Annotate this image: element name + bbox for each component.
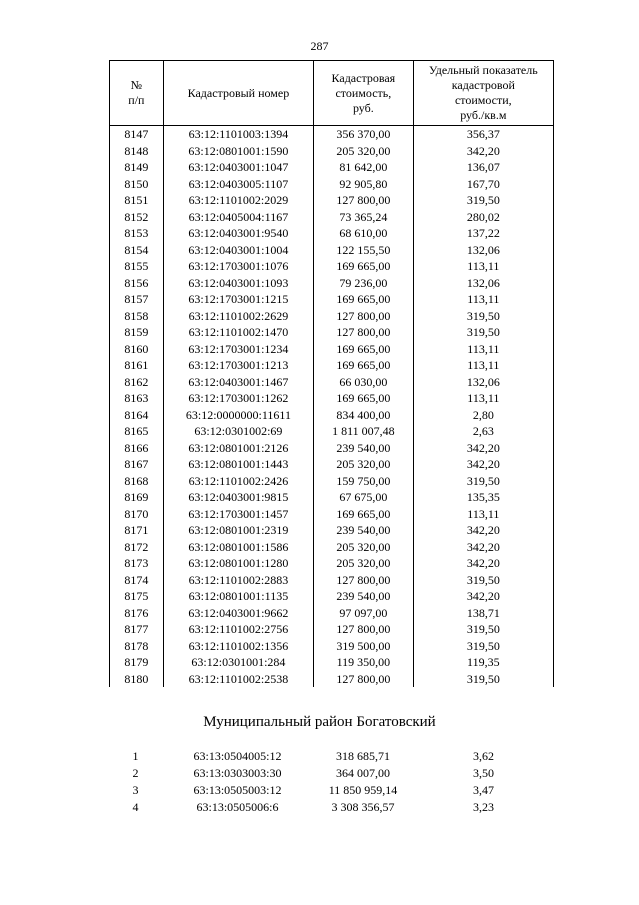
table-row xyxy=(110,225,553,242)
table-row xyxy=(110,489,553,506)
row-index: 8159 xyxy=(124,325,149,339)
table-row xyxy=(110,522,553,539)
cadastral-number: 63:12:0405004:1167 xyxy=(163,209,313,226)
table-row xyxy=(110,555,553,572)
cadastral-number: 63:12:1101002:2538 xyxy=(163,671,313,688)
row-index: 3 xyxy=(132,783,139,797)
specific-value: 136,07 xyxy=(413,159,553,176)
cadastral-value: 834 400,00 xyxy=(313,407,413,424)
cadastral-value: 364 007,00 xyxy=(336,766,390,780)
cadastral-number: 63:12:1101002:2029 xyxy=(163,192,313,209)
cadastral-value: 119 350,00 xyxy=(313,654,413,671)
cadastral-value: 356 370,00 xyxy=(313,126,413,143)
specific-value: 113,11 xyxy=(413,291,553,308)
specific-value: 342,20 xyxy=(413,555,553,572)
table-row xyxy=(110,390,553,407)
table-row xyxy=(110,605,553,622)
cadastral-number: 63:12:0801001:1586 xyxy=(163,539,313,556)
row-index: 8167 xyxy=(124,457,149,471)
table-body xyxy=(109,126,554,687)
specific-value: 319,50 xyxy=(413,308,553,325)
cadastral-value: 79 236,00 xyxy=(313,275,413,292)
header-specific-value: Удельный показатель кадастровой стоимости, руб./кв.м xyxy=(413,61,553,125)
table-row xyxy=(110,308,553,325)
specific-value: 132,06 xyxy=(413,374,553,391)
cadastral-value: 68 610,00 xyxy=(313,225,413,242)
cadastral-number: 63:12:0403001:1004 xyxy=(163,242,313,259)
table-row xyxy=(110,242,553,259)
row-index: 8153 xyxy=(124,226,149,240)
cadastral-value: 319 500,00 xyxy=(313,638,413,655)
cadastral-value: 159 750,00 xyxy=(313,473,413,490)
specific-value: 132,06 xyxy=(413,242,553,259)
specific-value: 3,50 xyxy=(473,766,494,780)
table-row xyxy=(110,209,553,226)
row-index: 8151 xyxy=(124,193,149,207)
cadastral-value: 127 800,00 xyxy=(313,572,413,589)
row-index: 8152 xyxy=(124,209,149,224)
specific-value: 135,35 xyxy=(413,489,553,506)
table-row xyxy=(110,456,553,473)
cadastral-table xyxy=(109,60,554,687)
table-row xyxy=(110,291,553,308)
cadastral-number: 63:12:1703001:1262 xyxy=(163,390,313,407)
cadastral-value: 127 800,00 xyxy=(313,671,413,688)
specific-value: 138,71 xyxy=(413,605,553,622)
specific-value: 3,47 xyxy=(473,783,494,797)
cadastral-value: 127 800,00 xyxy=(313,621,413,638)
cadastral-number: 63:12:1703001:1213 xyxy=(163,357,313,374)
table-row xyxy=(110,258,553,275)
cadastral-number: 63:13:0505003:12 xyxy=(193,783,282,797)
cadastral-number: 63:12:1101002:2426 xyxy=(163,473,313,490)
cadastral-value: 169 665,00 xyxy=(313,258,413,275)
row-index: 8156 xyxy=(124,275,149,290)
table-row xyxy=(110,374,553,391)
specific-value: 167,70 xyxy=(413,176,553,193)
cadastral-value: 11 850 959,14 xyxy=(328,783,398,797)
cadastral-value: 127 800,00 xyxy=(313,192,413,209)
cadastral-number: 63:12:0801001:1135 xyxy=(163,588,313,605)
cadastral-number: 63:13:0504005:12 xyxy=(193,749,282,763)
section-table xyxy=(109,748,554,816)
specific-value: 319,50 xyxy=(413,621,553,638)
specific-value: 342,20 xyxy=(413,440,553,457)
table-row xyxy=(110,572,553,589)
cadastral-value: 127 800,00 xyxy=(313,308,413,325)
cadastral-number: 63:12:1703001:1234 xyxy=(163,341,313,358)
specific-value: 342,20 xyxy=(413,143,553,160)
row-index: 8149 xyxy=(124,160,149,174)
cadastral-number: 63:12:0301002:69 xyxy=(163,423,313,440)
cadastral-value: 318 685,71 xyxy=(336,749,390,763)
cadastral-number: 63:13:0505006:6 xyxy=(196,800,279,814)
cadastral-number: 63:12:1101003:1394 xyxy=(163,126,313,143)
row-index: 8180 xyxy=(124,671,149,686)
row-index: 8147 xyxy=(124,127,149,141)
row-index: 2 xyxy=(132,766,139,780)
table-row xyxy=(110,407,553,424)
table-row xyxy=(110,588,553,605)
table-row xyxy=(110,357,553,374)
specific-value: 2,80 xyxy=(413,407,553,424)
cadastral-number: 63:12:0801001:1443 xyxy=(163,456,313,473)
table-row xyxy=(110,638,553,655)
row-index: 8174 xyxy=(124,572,149,587)
section-title: Муниципальный район Богатовский xyxy=(203,714,436,730)
cadastral-value: 122 155,50 xyxy=(313,242,413,259)
cadastral-number: 63:12:1101002:2629 xyxy=(163,308,313,325)
row-index: 8173 xyxy=(124,556,149,570)
table-row xyxy=(110,440,553,457)
cadastral-value: 169 665,00 xyxy=(313,357,413,374)
cadastral-number: 63:12:1703001:1076 xyxy=(163,258,313,275)
cadastral-value: 205 320,00 xyxy=(313,143,413,160)
table-row xyxy=(110,506,553,523)
cadastral-value: 73 365,24 xyxy=(313,209,413,226)
row-index: 4 xyxy=(132,800,139,814)
row-index: 8166 xyxy=(124,440,149,455)
row-index: 8155 xyxy=(124,259,149,273)
cadastral-number: 63:12:1101002:2883 xyxy=(163,572,313,589)
cadastral-number: 63:12:0403001:9662 xyxy=(163,605,313,622)
specific-value: 342,20 xyxy=(413,539,553,556)
cadastral-value: 1 811 007,48 xyxy=(313,423,413,440)
specific-value: 3,23 xyxy=(473,800,494,814)
cadastral-value: 169 665,00 xyxy=(313,291,413,308)
specific-value: 113,11 xyxy=(413,357,553,374)
table-row xyxy=(109,748,554,765)
header-cadastral-value: Кадастровая стоимость, руб. xyxy=(313,61,413,125)
cadastral-number: 63:12:0403001:1467 xyxy=(163,374,313,391)
row-index: 8160 xyxy=(124,341,149,356)
table-row xyxy=(110,341,553,358)
cadastral-number: 63:12:1703001:1457 xyxy=(163,506,313,523)
cadastral-number: 63:12:0801001:1280 xyxy=(163,555,313,572)
row-index: 8179 xyxy=(124,655,149,669)
cadastral-number: 63:12:0301001:284 xyxy=(163,654,313,671)
table-row xyxy=(110,473,553,490)
row-index: 8178 xyxy=(124,638,149,653)
cadastral-value: 81 642,00 xyxy=(313,159,413,176)
specific-value: 132,06 xyxy=(413,275,553,292)
table-row xyxy=(109,765,554,782)
table-row xyxy=(110,192,553,209)
cadastral-number: 63:12:1703001:1215 xyxy=(163,291,313,308)
row-index: 8163 xyxy=(124,391,149,405)
cadastral-value: 92 905,80 xyxy=(313,176,413,193)
row-index: 8148 xyxy=(124,143,149,158)
cadastral-value: 169 665,00 xyxy=(313,341,413,358)
specific-value: 319,50 xyxy=(413,572,553,589)
table-row xyxy=(110,143,553,160)
cadastral-number: 63:12:0403001:1047 xyxy=(163,159,313,176)
table-row xyxy=(110,671,553,688)
row-index: 8157 xyxy=(124,292,149,306)
cadastral-value: 205 320,00 xyxy=(313,555,413,572)
header-index: № п/п xyxy=(128,78,145,107)
specific-value: 319,50 xyxy=(413,638,553,655)
cadastral-number: 63:12:0801001:1590 xyxy=(163,143,313,160)
specific-value: 3,62 xyxy=(473,749,494,763)
specific-value: 342,20 xyxy=(413,588,553,605)
row-index: 8165 xyxy=(124,424,149,438)
specific-value: 113,11 xyxy=(413,341,553,358)
specific-value: 119,35 xyxy=(413,654,553,671)
row-index: 8150 xyxy=(124,176,149,191)
specific-value: 113,11 xyxy=(413,390,553,407)
cadastral-value: 67 675,00 xyxy=(313,489,413,506)
table-row xyxy=(110,324,553,341)
cadastral-number: 63:12:0801001:2319 xyxy=(163,522,313,539)
row-index: 8168 xyxy=(124,473,149,488)
cadastral-number: 63:12:1101002:2756 xyxy=(163,621,313,638)
cadastral-value: 3 308 356,57 xyxy=(331,800,395,814)
specific-value: 137,22 xyxy=(413,225,553,242)
table-row xyxy=(110,539,553,556)
specific-value: 319,50 xyxy=(413,473,553,490)
row-index: 1 xyxy=(132,749,139,763)
cadastral-value: 66 030,00 xyxy=(313,374,413,391)
table-row xyxy=(110,423,553,440)
cadastral-number: 63:12:0403001:9540 xyxy=(163,225,313,242)
table-row xyxy=(110,126,553,143)
cadastral-value: 205 320,00 xyxy=(313,456,413,473)
table-row xyxy=(110,621,553,638)
cadastral-value: 97 097,00 xyxy=(313,605,413,622)
table-row xyxy=(109,782,554,799)
page-number: 287 xyxy=(310,39,329,53)
row-index: 8171 xyxy=(124,523,149,537)
cadastral-number: 63:12:0403001:1093 xyxy=(163,275,313,292)
row-index: 8158 xyxy=(124,308,149,323)
cadastral-number: 63:12:1101002:1470 xyxy=(163,324,313,341)
specific-value: 113,11 xyxy=(413,506,553,523)
specific-value: 356,37 xyxy=(413,126,553,143)
cadastral-number: 63:12:0403005:1107 xyxy=(163,176,313,193)
specific-value: 113,11 xyxy=(413,258,553,275)
header-cadastral-number: Кадастровый номер xyxy=(163,61,313,125)
table-row xyxy=(110,275,553,292)
cadastral-value: 239 540,00 xyxy=(313,522,413,539)
table-row xyxy=(109,799,554,816)
row-index: 8154 xyxy=(124,242,149,257)
cadastral-value: 239 540,00 xyxy=(313,440,413,457)
cadastral-number: 63:12:0000000:11611 xyxy=(163,407,313,424)
specific-value: 342,20 xyxy=(413,456,553,473)
cadastral-value: 169 665,00 xyxy=(313,506,413,523)
row-index: 8161 xyxy=(124,358,149,372)
row-index: 8169 xyxy=(124,490,149,504)
cadastral-value: 205 320,00 xyxy=(313,539,413,556)
row-index: 8172 xyxy=(124,539,149,554)
specific-value: 342,20 xyxy=(413,522,553,539)
specific-value: 319,50 xyxy=(413,324,553,341)
specific-value: 2,63 xyxy=(413,423,553,440)
cadastral-number: 63:12:0801001:2126 xyxy=(163,440,313,457)
row-index: 8162 xyxy=(124,374,149,389)
cadastral-number: 63:12:1101002:1356 xyxy=(163,638,313,655)
row-index: 8170 xyxy=(124,506,149,521)
table-header xyxy=(109,60,554,126)
table-row xyxy=(110,176,553,193)
row-index: 8176 xyxy=(124,605,149,620)
table-row xyxy=(110,159,553,176)
cadastral-value: 169 665,00 xyxy=(313,390,413,407)
row-index: 8164 xyxy=(124,407,149,422)
row-index: 8175 xyxy=(124,589,149,603)
table-row xyxy=(110,654,553,671)
cadastral-value: 239 540,00 xyxy=(313,588,413,605)
specific-value: 319,50 xyxy=(413,192,553,209)
specific-value: 319,50 xyxy=(413,671,553,688)
cadastral-value: 127 800,00 xyxy=(313,324,413,341)
row-index: 8177 xyxy=(124,622,149,636)
specific-value: 280,02 xyxy=(413,209,553,226)
cadastral-number: 63:12:0403001:9815 xyxy=(163,489,313,506)
cadastral-number: 63:13:0303003:30 xyxy=(193,766,282,780)
